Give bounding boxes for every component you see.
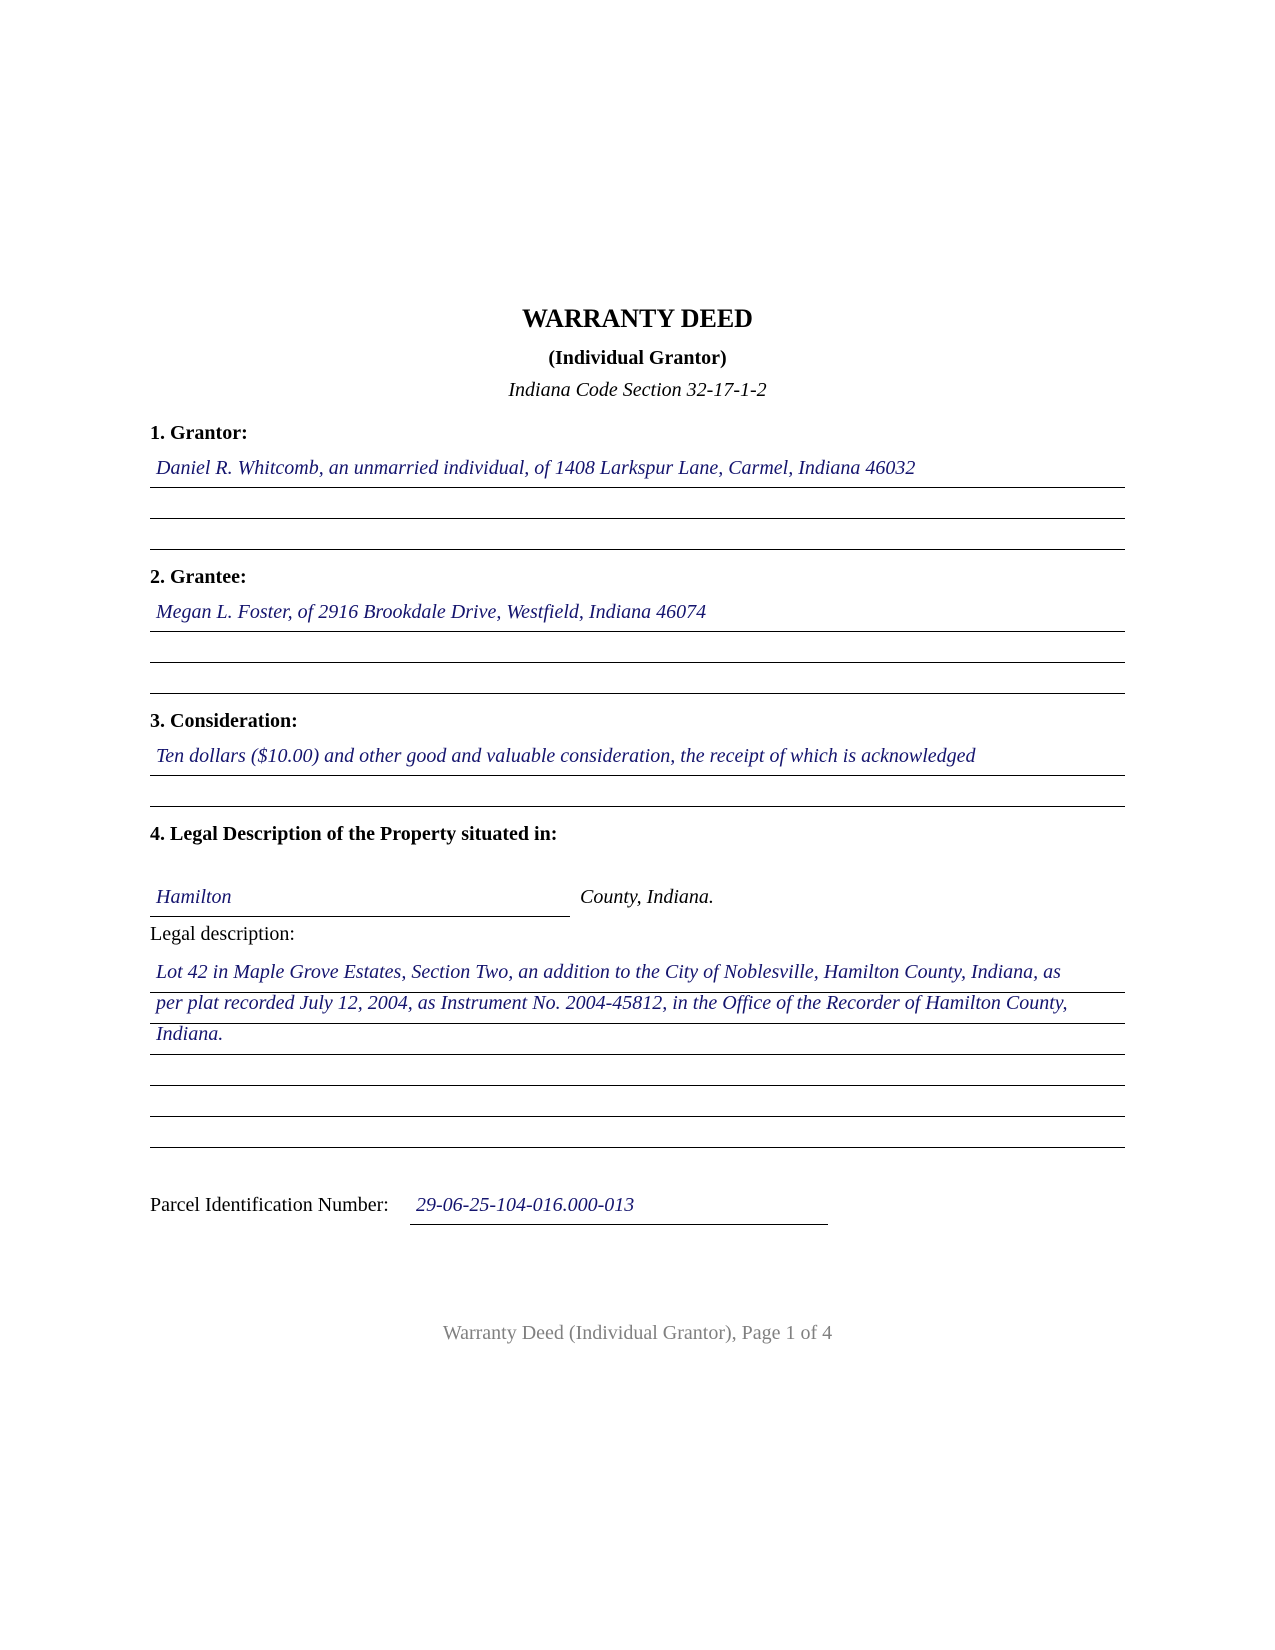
page-footer: Warranty Deed (Individual Grantor), Page 1 of 4 <box>442 1322 833 1344</box>
legal-rule-6 <box>150 1147 1125 1148</box>
legal-description-label: 4. Legal Description of the Property situated in: <box>150 823 558 845</box>
legal-rule-2 <box>150 1023 1125 1024</box>
legal-rule-4 <box>150 1085 1125 1086</box>
legal-description-line-1[interactable]: Lot 42 in Maple Grove Estates, Section Two, an addition to the City of Noblesville, Hamilton County, Indiana, as <box>156 961 1061 983</box>
grantor-line-1 <box>150 487 1125 488</box>
parcel-line <box>410 1224 828 1225</box>
consideration-label: 3. Consideration: <box>150 710 298 732</box>
legal-description-line-3[interactable]: Indiana. <box>156 1023 224 1045</box>
grantee-line-3 <box>150 693 1125 694</box>
legal-description-line-2[interactable]: per plat recorded July 12, 2004, as Instrument No. 2004-45812, in the Office of the Recorder of Hamilton County, <box>156 992 1068 1014</box>
legal-rule-3 <box>150 1054 1125 1055</box>
consideration-field[interactable]: Ten dollars ($10.00) and other good and valuable consideration, the receipt of which is acknowledged <box>156 745 976 767</box>
consideration-line-2 <box>150 806 1125 807</box>
grantor-line-2 <box>150 518 1125 519</box>
grantor-field[interactable]: Daniel R. Whitcomb, an unmarried individual, of 1408 Larkspur Lane, Carmel, Indiana 46032 <box>156 457 916 479</box>
grantee-line-1 <box>150 631 1125 632</box>
document-subtitle: (Individual Grantor) <box>548 347 727 369</box>
parcel-label: Parcel Identification Number: <box>150 1194 389 1216</box>
county-line <box>150 916 570 917</box>
code-reference: Indiana Code Section 32-17-1-2 <box>508 379 767 401</box>
county-field[interactable]: Hamilton <box>156 886 232 908</box>
grantee-line-2 <box>150 662 1125 663</box>
grantor-line-3 <box>150 549 1125 550</box>
county-suffix: County, Indiana. <box>580 886 714 908</box>
legal-rule-5 <box>150 1116 1125 1117</box>
parcel-field[interactable]: 29-06-25-104-016.000-013 <box>416 1194 635 1216</box>
grantor-label: 1. Grantor: <box>150 422 248 444</box>
document-title: WARRANTY DEED <box>522 304 753 333</box>
legal-description-sublabel: Legal description: <box>150 923 295 945</box>
grantee-field[interactable]: Megan L. Foster, of 2916 Brookdale Drive, Westfield, Indiana 46074 <box>156 601 707 623</box>
grantee-label: 2. Grantee: <box>150 566 247 588</box>
consideration-line-1 <box>150 775 1125 776</box>
